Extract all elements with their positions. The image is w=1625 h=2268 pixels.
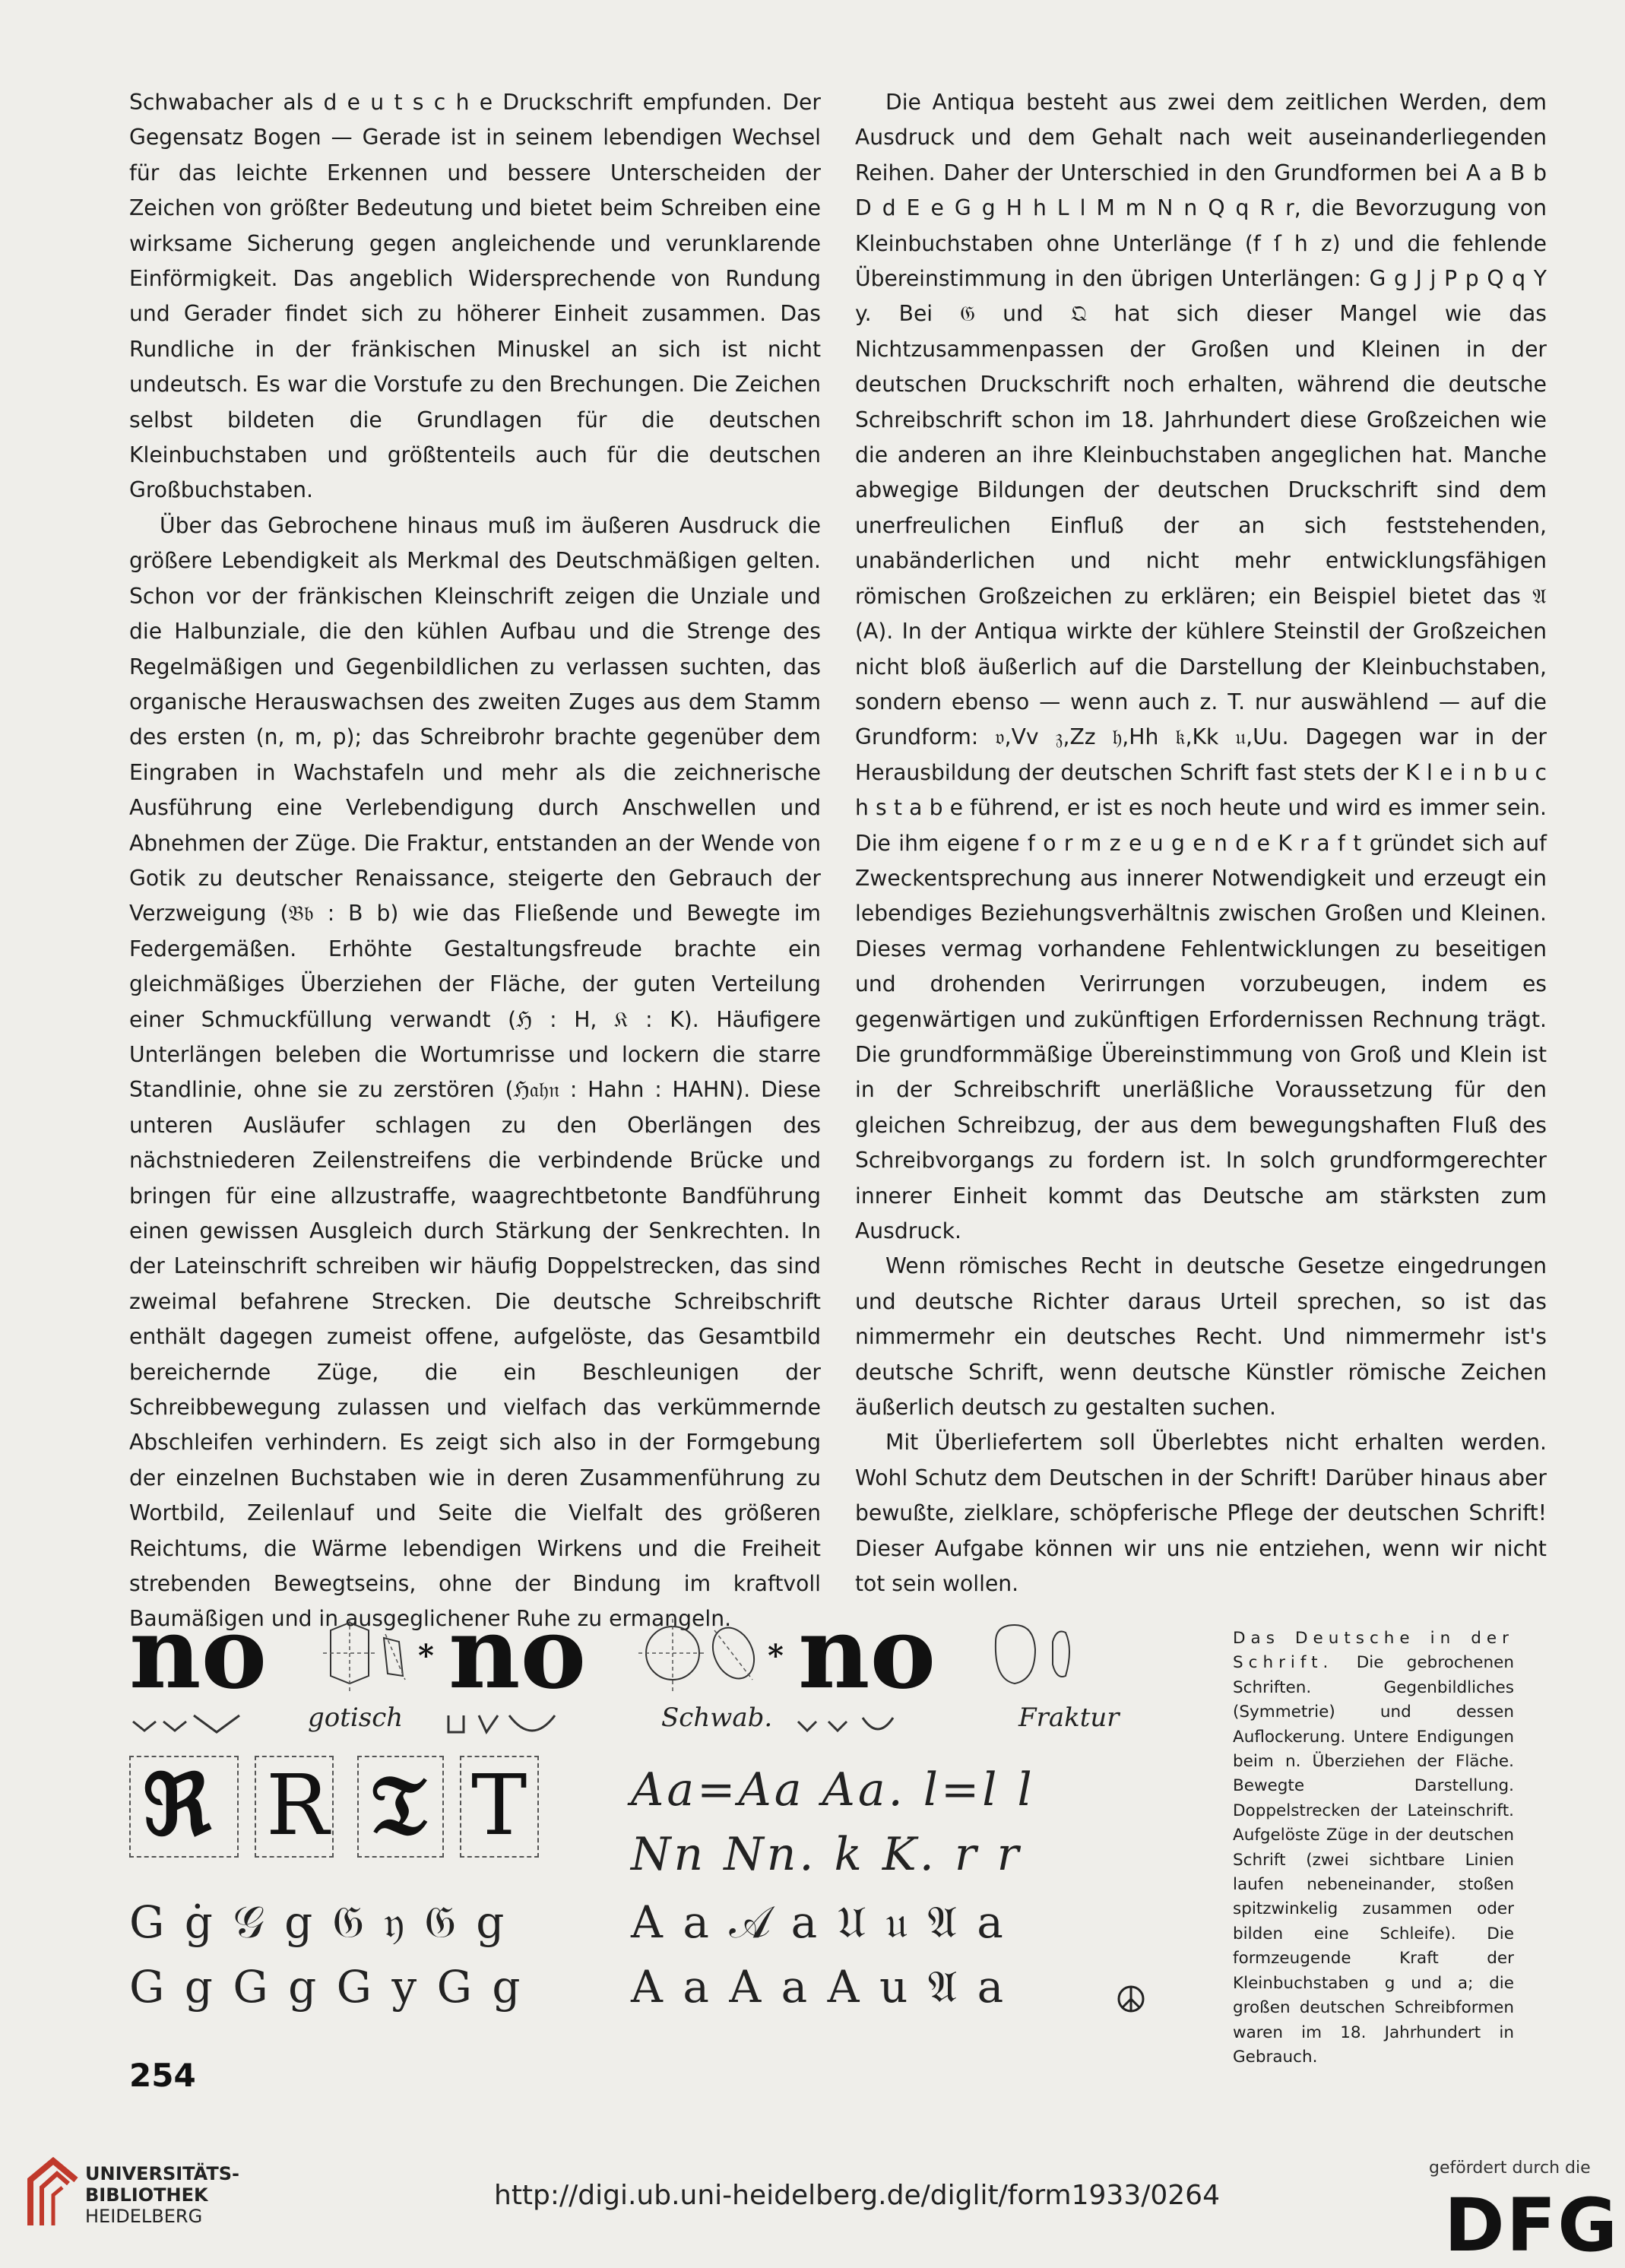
left-text-column [129, 85, 821, 1637]
boxed-letter-2: R [266, 1756, 329, 1854]
letterform-figure [129, 1595, 1208, 2045]
g-forms-row-1: G ġ 𝒢 g 𝔊 𝔶 𝔊 g [129, 1896, 508, 1948]
asterisk-separator-1: * [418, 1638, 434, 1674]
caption-heading: Das Deutsche in der Schrift. [1233, 1629, 1514, 1673]
boxed-letter-4: T [471, 1756, 527, 1854]
right-paragraph-2: Wenn römisches Recht in deutsche Gesetze eingedrungen und deutsche Richter daraus Urteil sprechen, so ist das nimmermehr ein deutsches Recht. Und nimmermehr ist's deutsche Schrift, wenn deutsche Künstler römische Zeichen äußerlich deutsch zu gestalten suchen. [855, 1253, 1547, 1421]
schwab-sample: no [448, 1595, 587, 1711]
script-sample-line-2: Nn Nn. k K. r r [631, 1828, 1022, 1881]
right-paragraph-3: Mit Überliefertem soll Überlebtes nicht erhalten werden. Wohl Schutz dem Deutschen in der Schrift! Darüber hinaus aber bewußte, zielklare, schöpferische Pflege der deutschen Schrift! Dieser Aufgabe können wir uns nie entziehen, wenn wir nicht tot sein wollen. [855, 1430, 1547, 1597]
boxed-letter-1: ℜ [143, 1756, 211, 1854]
library-line-3: HEIDELBERG [85, 2206, 203, 2227]
gothic-sample: no [129, 1595, 268, 1711]
g-forms-row-2: G g G g G y G g [129, 1961, 524, 2013]
schwab-construction-icon [638, 1619, 760, 1695]
caption-body: Die gebrochenen Schriften. Gegenbildliches (Symmetrie) und dessen Auflockerung. Untere Endigungen beim n. Überziehen der Fläche. Bewegte Darstellung. Doppelstrecken der Lateinschrift. Aufgelöste Züge in der deutschen Schrift (zwei sichtbare Linien laufen nebeneinander, stoßen spitzwinkelig zusammen oder bilden eine Schleife). Die formzeugende Kraft der Kleinbuchstaben g und a; die großen deutschen Schreibformen waren im 18. Jahrhundert in Gebrauch. [1233, 1653, 1514, 2067]
university-library-name [85, 2163, 239, 2227]
dfg-logo: DFG [1444, 2183, 1620, 2268]
page-number: 254 [129, 2057, 196, 2094]
schwab-label: Schwab. [661, 1703, 773, 1733]
gothic-label: gotisch [308, 1703, 404, 1733]
sponsor-note: gefördert durch die [1429, 2159, 1591, 2178]
fraktur-label: Fraktur [1018, 1703, 1120, 1733]
left-paragraph-2: Über das Gebrochene hinaus muß im äußeren Ausdruck die größere Lebendigkeit als Merkmal des Deutschmäßigen gelten. Schon vor der fränkischen Kleinschrift zeigen die Unziale und die Halbunziale, die den kühlen Aufbau und die Strenge des Regelmäßigen und Gegenbildlichen zu verlassen suchten, das organische Herauswachsen des zweiten Zuges aus dem Stamm des ersten (n, m, p); das Schreibrohr brachte gegenüber dem Eingraben in Wachstafeln und mehr als die zeichnerische Ausführung eine Verlebendigung durch Anschwellen und Abnehmen der Züge. Die Fraktur, entstanden an der Wende von Gotik zu deutscher Renaissance, steigerte den Gebrauch der Verzweigung (𝔅𝔟 : B b) wie das Fließende und Bewegte im Federgemäßen. Erhöhte Gestaltungsfreude brachte ein gleichmäßiges Überziehen der Fläche, der guten Verteilung einer Schmuckfüllung verwandt (ℌ : H, 𝔎 : K). Häufigere Unterlängen beleben die Wortumrisse und lockern die starre Standlinie, ohne sie zu zerstören (ℌ𝔞𝔥𝔫 : Hahn : HAHN). Diese unteren Ausläufer schlagen zu den Oberlängen des nächstniederen Zeilenstreifens die verbindende Brücke und bringen für eine allzustraffe, waagrechtbetonte Bandführung einen gewissen Ausgleich durch Stärkung der Senkrechten. In der Lateinschrift schreiben wir häufig Doppelstrecken, das sind zweimal befahrene Strecken. Die deutsche Schreibschrift enthält dagegen zumeist offene, aufgelöste, das Gesamtbild bereichernde Züge, die ein Beschleunigen der Schreibbewegung zulassen und vielfach das verkümmernde Abschleifen verhindern. Es zeigt sich also in der Formgebung der einzelnen Buchstaben wie in deren Zusammenführung zu Wortbild, Zeilenlauf und Seite die Vielfalt des größeren Reichtums, die Wärme lebendigen Wirkens und die Freiheit strebenden Bewegtseins, ohne der Bindung im kraftvoll Baumäßigen und in ausgeglichener Ruhe zu ermangeln. [129, 512, 821, 1632]
stroke-ending-marks-icon [129, 1706, 1041, 1744]
peace-symbol-icon [1116, 1984, 1146, 2014]
script-sample-line-1: Aa=Aa Aa. l=l l [631, 1763, 1035, 1817]
a-forms-row-1: A a 𝒜 a 𝔘 𝔲 𝔄 a [631, 1896, 1006, 1948]
right-text-column [855, 85, 1547, 1601]
university-library-logo-icon [23, 2157, 80, 2233]
left-paragraph-1: Schwabacher als d e u t s c h e Druckschrift empfunden. Der Gegensatz Bogen — Gerade ist in seinem lebendigen Wechsel für das leichte Erkennen und bessere Unterscheiden der Zeichen von größter Bedeutung und bietet beim Schreiben eine wirksame Sicherung gegen angleichende und verunklarende Einförmigkeit. Das angeblich Widersprechende von Rundung und Gerader findet sich zu höherer Einheit zusammen. Das Rundliche in der fränkischen Minuskel an sich ist nicht undeutsch. Es war die Vorstufe zu den Brechungen. Die Zeichen selbst bildeten die Grundlagen für die deutschen Kleinbuchstaben und größtenteils auch für die deutschen Großbuchstaben. [129, 90, 821, 503]
source-url-link[interactable]: http://digi.ub.uni-heidelberg.de/diglit/form1933/0264 [494, 2180, 1220, 2211]
library-line-2: BIBLIOTHEK [85, 2184, 208, 2206]
gothic-construction-icon [315, 1619, 414, 1695]
right-paragraph-1: Die Antiqua besteht aus zwei dem zeitlichen Werden, dem Ausdruck und dem Gehalt nach weit auseinanderliegenden Reihen. Daher der Unterschied in den Grundformen bei A a B b D d E e G g H h L l M m N n Q q R r, die Bevorzugung von Kleinbuchstaben ohne Unterlänge (f ſ h z) und die fehlende Übereinstimmung in den übrigen Unterlängen: G g J j P p Q q Y y. Bei 𝔊 und 𝔔 hat sich dieser Mangel wie das Nichtzusammenpassen der Großen und Kleinen in der deutschen Druckschrift noch erhalten, während die deutsche Schreibschrift schon im 18. Jahrhundert diese Großzeichen wie die anderen an ihre Kleinbuchstaben angeglichen hat. Manche abwegige Bildungen der deutschen Druckschrift sind dem unerfreulichen Einfluß der an sich feststehenden, unabänderlichen und nicht mehr entwicklungsfähigen römischen Großzeichen zu erklären; ein Beispiel bietet das 𝔄 (A). In der Antiqua wirkte der kühlere Steinstil der Großzeichen nicht bloß äußerlich auf die Darstellung der Kleinbuchstaben, sondern ebenso — wenn auch z. T. nur auswählend — auf die Grundform: 𝔳,Vv 𝔷,Zz 𝔥,Hh 𝔨,Kk 𝔲,Uu. Dagegen war in der Herausbildung der deutschen Schrift fast stets der K l e i n b u c h s t a b e führend, er ist es noch heute und wird es immer sein. Die ihm eigene f o r m z e u g e n d e K r a f t gründet sich auf Zweckentsprechung aus innerer Notwendigkeit und erzeugt ein lebendiges Beziehungsverhältnis zwischen Großen und Kleinen. Dieses vermag vorhandene Fehlentwicklungen zu beseitigen und drohenden Verirrungen vorzubeugen, indem es gegenwärtigen und zukünftigen Erfordernissen Rechnung trägt. Die grundformmäßige Übereinstimmung von Groß und Klein ist in der Schreibschrift unerläßliche Voraussetzung für den gleichen Schreibzug, der aus dem bewegungshaften Fluß des Schreibvorgangs zu fordern ist. In solch grundformgerechter innerer Einheit kommt das Deutsche am stärksten zum Ausdruck. [855, 90, 1547, 1243]
figure-caption [1233, 1627, 1514, 2070]
asterisk-separator-2: * [768, 1638, 784, 1674]
fraktur-sample: no [798, 1595, 936, 1711]
boxed-letter-3: 𝔗 [371, 1756, 426, 1854]
a-forms-row-2: A a A a A u 𝔄 a [631, 1961, 1007, 2013]
fraktur-construction-icon [980, 1619, 1079, 1695]
library-line-1: UNIVERSITÄTS- [85, 2163, 240, 2184]
